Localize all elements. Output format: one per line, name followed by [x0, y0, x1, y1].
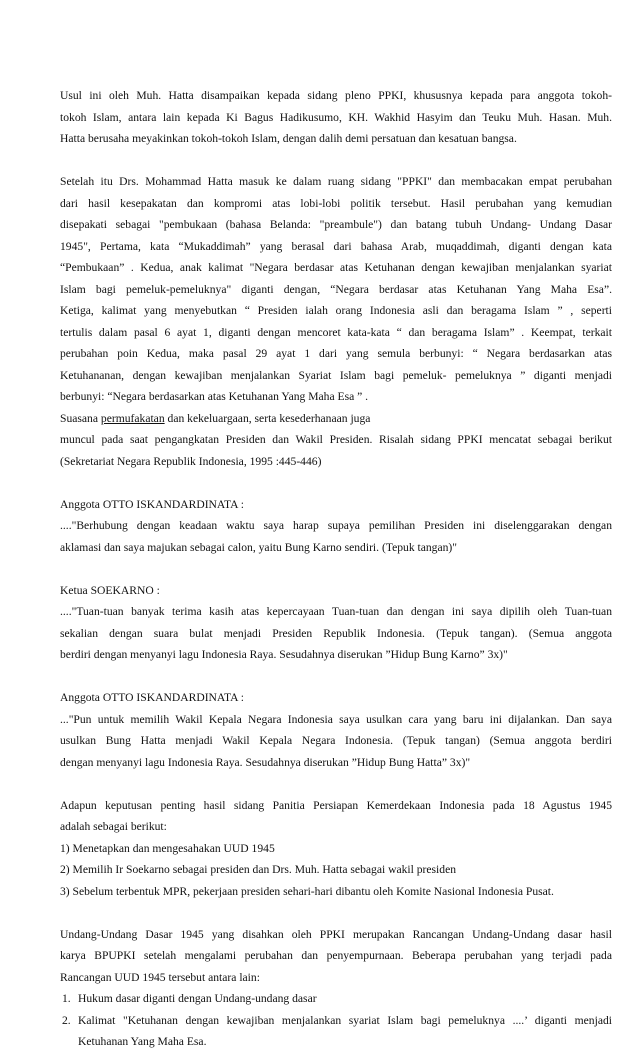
text-line: Ketuhananan, dengan kewajiban menjalankan Syariat Islam bagi pemeluk- pemeluknya ” diganti menjadi: [60, 368, 612, 382]
paragraph-uud-changes: [60, 924, 612, 1053]
text-line: ...."Berhubung dengan keadaan waktu saya harap supaya pemilihan Presiden ini diselenggarakan dengan: [60, 519, 612, 532]
paragraph-risalah: [60, 429, 612, 472]
speaker-label: Anggota OTTO ISKANDARDINATA :: [60, 691, 245, 704]
numbered-list: [60, 988, 612, 1053]
text-line: ...."Tuan-tuan banyak terima kasih atas kepercayaan Tuan-tuan dan dengan ini saya dipilih oleh Tuan-tuan: [60, 605, 612, 618]
text-line: muncul pada saat pengangkatan Presiden dan Wakil Presiden. Risalah sidang PPKI mencatat sebagai berikut: [60, 433, 612, 446]
text-line: karya BPUPKI setelah mengalami perubahan dan penyempurnaan. Beberapa perubahan yang terjadi pada: [60, 949, 612, 962]
list-number: 1.: [62, 992, 71, 1005]
text-line: Setelah itu Drs. Mohammad Hatta masuk ke dalam ruang sidang "PPKI" dan membacakan empat perubahan: [60, 175, 612, 188]
paragraph-decisions: [60, 795, 612, 903]
text-line: berdiri dengan menyanyi lagu Indonesia Raya. Sesudahnya diserukan ”Hidup Bung Karno” 3x)": [60, 648, 508, 661]
decision-item: 1) Menetapkan dan mengesahakan UUD 1945: [60, 841, 275, 855]
text-line: Ketuhanan Yang Maha Esa.: [78, 1035, 207, 1048]
text-line: ..."Pun untuk memilih Wakil Kepala Negara Indonesia saya usulkan cara yang baru ini dijalankan. Dan saya: [60, 712, 612, 726]
speaker-label: Anggota OTTO ISKANDARDINATA :: [60, 497, 245, 511]
list-number: 2.: [62, 1013, 71, 1027]
text-line: sekalian dengan suara bulat menjadi Presiden Republik Indonesia. (Tepuk tangan). (Semua anggota: [60, 626, 612, 640]
text-line: usulkan Bung Hatta menjadi Wakil Kepala Negara Indonesia. (Tepuk tangan) (Semua anggota berdiri: [60, 734, 612, 747]
text-line: Usul ini oleh Muh. Hatta disampaikan kepada sidang pleno PPKI, khususnya kepada para anggota tokoh-: [60, 89, 612, 102]
document-page: [60, 85, 612, 1053]
text-line: Hatta berusaha meyakinkan tokoh-tokoh Islam, dengan dalih demi persatuan dan kesatuan bangsa.: [60, 132, 517, 145]
text-line: Islam bagi pemeluk-pemeluknya" diganti dengan, “Negara berdasar atas Ketuhanan Yang Maha Esa”.: [60, 282, 612, 296]
text-line: Suasana permufakatan dan kekeluargaan, serta kesederhanaan juga: [60, 411, 371, 425]
decision-item: 3) Sebelum terbentuk MPR, pekerjaan presiden sehari-hari dibantu oleh Komite Nasional Indonesia Pusat.: [60, 884, 554, 898]
decision-item: 2) Memilih Ir Soekarno sebagai presiden dan Drs. Muh. Hatta sebagai wakil presiden: [60, 863, 457, 876]
text-line: berbunyi: “Negara berdasarkan atas Ketuhanan Yang Maha Esa ” .: [60, 390, 369, 403]
quote-otto-2: [60, 687, 612, 773]
text-line: Rancangan UUD 1945 tersebut antara lain:: [60, 970, 260, 984]
text-line: Ketiga, kalimat yang menyebutkan “ Presiden ialah orang Indonesia asli dan beragama Islam ” , seperti: [60, 304, 612, 317]
text-line: Kalimat "Ketuhanan dengan kewajiban menjalankan syariat Islam bagi pemeluknya ....’ diganti menjadi: [78, 1013, 612, 1027]
text-line: disepakati sebagai "pembukaan (bahasa Belanda: "preambule") dan batang tubuh Undang- Undang Dasar: [60, 218, 612, 231]
text-line: perubahan poin Kedua, maka pasal 29 ayat 1 dari yang semula berbunyi: “ Negara berdasarkan atas: [60, 347, 612, 360]
text-line: 1945", Pertama, kata “Mukaddimah” yang berasal dari bahasa Arab, muqaddimah, diganti dengan kata: [60, 239, 612, 253]
text-line: Hukum dasar diganti dengan Undang-undang dasar: [78, 992, 317, 1005]
paragraph-four-changes: [60, 171, 612, 429]
text-line: tertulis dalam pasal 6 ayat 1, diganti dengan mencoret kata-kata “ dan beragama Islam” . Keempat, terkait: [60, 325, 612, 339]
underlined-word: permufakatan: [100, 411, 165, 425]
text-line: dari hasil kesepakatan dan kompromi atas lobi-lobi politik tersebut. Hasil perubahan yang kemudian: [60, 196, 612, 210]
list-item: [60, 988, 612, 1010]
speaker-label: Ketua SOEKARNO :: [60, 583, 160, 597]
quote-otto-1: [60, 494, 612, 559]
text-line: dengan menyanyi lagu Indonesia Raya. Sesudahnya diserukan ”Hidup Bung Hatta” 3x)": [60, 755, 471, 769]
text-line: Undang-Undang Dasar 1945 yang disahkan oleh PPKI merupakan Rancangan Undang-Undang dasar hasil: [60, 927, 612, 941]
paragraph-hatta-proposal: [60, 85, 612, 150]
text-line: tokoh Islam, antara lain kepada Ki Bagus Hadikusumo, KH. Wakhid Hasyim dan Teuku Muh. Hasan. Muh.: [60, 110, 612, 124]
text-line: adalah sebagai berikut:: [60, 820, 167, 833]
list-item: [60, 1010, 612, 1053]
text-line: (Sekretariat Negara Republik Indonesia, 1995 :445-446): [60, 454, 322, 468]
quote-soekarno: [60, 580, 612, 666]
text-line: aklamasi dan saya majukan sebagai calon, yaitu Bung Karno sendiri. (Tepuk tangan)": [60, 540, 458, 554]
text-line: Adapun keputusan penting hasil sidang Panitia Persiapan Kemerdekaan Indonesia pada 18 Agustus 1945: [60, 798, 612, 812]
text-line: “Pembukaan” . Kedua, anak kalimat "Negara berdasar atas Ketuhanan dengan kewajiban menjalankan syariat: [60, 261, 612, 274]
